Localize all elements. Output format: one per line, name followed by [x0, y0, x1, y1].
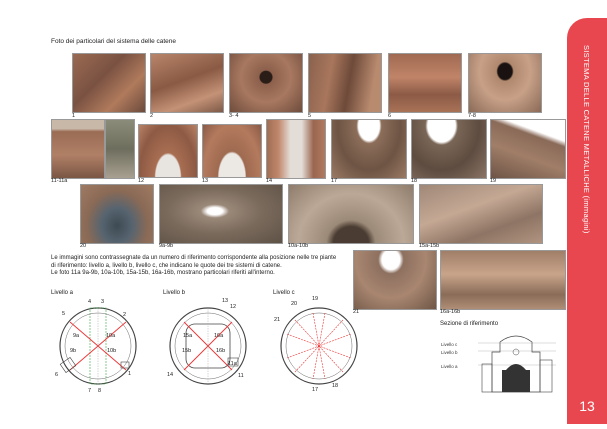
- plan-b-label-15a: 15a: [183, 333, 193, 339]
- plan-level-c: [273, 300, 369, 396]
- photo-17: [331, 119, 407, 179]
- paragraph-line-3: Le foto 11a 9a-9b, 10a-10b, 15a-15b, 16a-16b, mostrano particolari riferiti all'interno.: [51, 270, 275, 277]
- level-c-label: Livello c: [273, 290, 295, 296]
- plan-a-label-6: 6: [55, 372, 59, 378]
- caption-19: 19: [490, 178, 497, 184]
- caption-21: 21: [353, 309, 360, 315]
- level-a-label: Livello a: [51, 290, 74, 296]
- plan-b-label-13: 13: [222, 298, 229, 304]
- photo-18: [411, 119, 487, 179]
- plan-a-label-1: 1: [128, 371, 132, 377]
- page-title: Foto dei particolari del sistema delle catene: [51, 38, 177, 45]
- plan-level-a: [52, 298, 148, 396]
- plan-a-label-8: 8: [98, 388, 102, 394]
- plan-a-label-10b: 10b: [107, 348, 117, 354]
- photo-14: [266, 119, 326, 179]
- plan-b-label-16b: 16b: [216, 348, 226, 354]
- photo-9a-9b: [159, 184, 283, 244]
- section-drawing: [478, 330, 556, 394]
- photo-3-4: [229, 53, 303, 113]
- plan-c-label-17: 17: [312, 387, 319, 393]
- plan-b-label-11: 11: [238, 373, 244, 379]
- photo-2: [150, 53, 224, 113]
- photo-19: [490, 119, 566, 179]
- caption-16a-16b: 16a-16b: [440, 309, 461, 315]
- plan-a-label-9a: 9a: [73, 333, 80, 339]
- caption-20: 20: [80, 243, 87, 249]
- caption-7-8: 7-8: [468, 113, 476, 119]
- caption-13: 13: [202, 178, 209, 184]
- plan-a-label-4: 4: [88, 299, 92, 305]
- plan-b-label-16a: 16a: [214, 333, 224, 339]
- plan-b-label-14: 14: [167, 372, 174, 378]
- caption-14: 14: [266, 178, 273, 184]
- photo-13: [202, 124, 262, 178]
- section-level-c: Livello c: [441, 342, 458, 347]
- photo-7-8: [468, 53, 542, 113]
- plan-a-label-2: 2: [123, 312, 127, 318]
- photo-5: [308, 53, 382, 113]
- caption-1: 1: [72, 113, 76, 119]
- section-level-b: Livello b: [441, 350, 458, 355]
- photo-12: [138, 124, 198, 178]
- caption-6: 6: [388, 113, 392, 119]
- paragraph-line-2: di riferimento: livello a, livello b, livello c, che indicano le quote dei tre sistemi di catene.: [51, 262, 282, 269]
- photo-11: [51, 119, 105, 179]
- plan-a-label-3: 3: [101, 299, 105, 305]
- caption-15a-15b: 15a-15b: [419, 243, 440, 249]
- caption-9a-9b: 9a-9b: [159, 243, 174, 249]
- section-level-a: Livello a: [441, 364, 458, 369]
- caption-5: 5: [308, 113, 312, 119]
- caption-11-11a: 11-11a: [51, 178, 68, 184]
- caption-12: 12: [138, 178, 145, 184]
- photo-16a-16b: [440, 250, 566, 310]
- level-b-label: Livello b: [163, 290, 186, 296]
- plan-a-label-7: 7: [88, 388, 92, 394]
- photo-15a-15b: [419, 184, 543, 244]
- caption-18: 18: [411, 178, 418, 184]
- photo-20: [80, 184, 154, 244]
- caption-3-4: 3- 4: [229, 113, 239, 119]
- page-number: 13: [579, 398, 595, 414]
- plan-c-label-18: 18: [332, 383, 339, 389]
- plan-c-label-21: 21: [274, 317, 281, 323]
- caption-17: 17: [331, 178, 338, 184]
- photo-6: [388, 53, 462, 113]
- plan-a-label-5: 5: [62, 311, 66, 317]
- caption-10a-10b: 10a-10b: [288, 243, 309, 249]
- sidebar-title: SISTEMA DELLE CATENE METALLICHE (immagini): [582, 45, 591, 234]
- plan-b-label-15b: 15b: [182, 348, 192, 354]
- section-title: Sezione di riferimento: [440, 321, 499, 327]
- plan-b-label-11a: 11a: [228, 361, 237, 367]
- plan-a-label-10a: 10a: [106, 333, 116, 339]
- description-paragraph: [51, 255, 351, 278]
- sidebar-title-container: [567, 45, 607, 345]
- photo-1: [72, 53, 146, 113]
- plan-level-b: [162, 298, 258, 396]
- photo-10a-10b: [288, 184, 414, 244]
- caption-2: 2: [150, 113, 154, 119]
- plan-a-label-9b: 9b: [70, 348, 77, 354]
- paragraph-line-1: Le immagini sono contrassegnate da un numero di riferimento corrispondente alla posizione nelle tre piante: [51, 255, 337, 261]
- plan-c-label-20: 20: [291, 301, 298, 307]
- plan-c-label-19: 19: [312, 296, 319, 302]
- photo-11a: [105, 119, 135, 179]
- plan-b-label-12: 12: [230, 304, 237, 310]
